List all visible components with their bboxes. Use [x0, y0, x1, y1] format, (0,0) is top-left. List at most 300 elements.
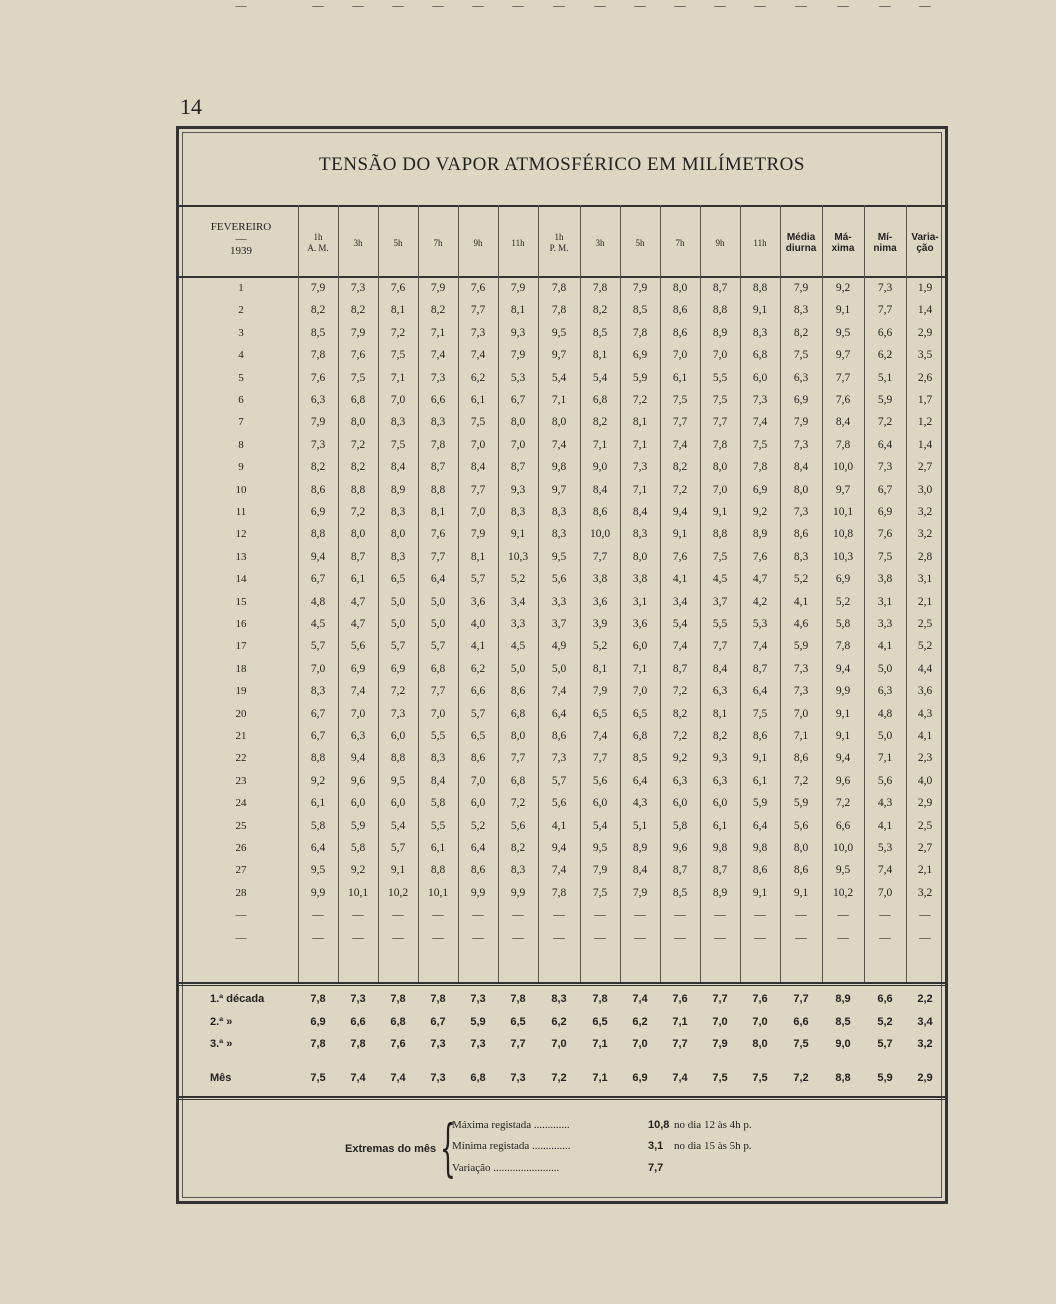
table-cell: 10,3 [832, 550, 854, 563]
table-cell: 6,1 [430, 842, 446, 854]
table-cell: — [472, 909, 484, 922]
extremes-name: Variação ........................ [452, 1162, 560, 1174]
table-cell: 6,0 [390, 730, 406, 742]
header-year: 1939 [230, 245, 252, 257]
table-cell: 5,3 [752, 618, 768, 630]
table-cell: 4,1 [877, 819, 893, 832]
table-cell: 7,9 [510, 349, 526, 362]
table-cell: 8,7 [672, 864, 688, 877]
horizontal-rule [179, 982, 945, 984]
table-cell: 9,1 [835, 707, 851, 720]
table-cell: 7,7 [672, 416, 688, 429]
summary-cell: 3,4 [917, 1016, 933, 1028]
table-cell: 3,4 [672, 595, 688, 608]
table-cell: 7,7 [510, 752, 526, 765]
horizontal-rule [179, 276, 945, 278]
table-cell: 7,5 [672, 394, 688, 406]
table-cell: 5,8 [430, 797, 446, 810]
table-cell: 9,9 [470, 886, 486, 899]
table-cell: 9,9 [835, 685, 851, 698]
table-cell: 6,0 [470, 797, 486, 810]
table-cell: 8,6 [310, 483, 326, 496]
table-cell: 7,7 [592, 752, 608, 765]
table-cell: 5,7 [390, 640, 406, 653]
table-cell: 7,1 [877, 752, 893, 765]
table-cell: 10,2 [387, 886, 409, 899]
table-cell: 7,3 [350, 282, 366, 294]
table-cell: 7,4 [551, 864, 567, 877]
table-cell: 9,4 [835, 662, 851, 675]
table-cell: — [795, 0, 807, 12]
table-cell: 5,2 [835, 595, 851, 608]
table-cell: 7,0 [470, 506, 486, 518]
table-cell: 7,2 [835, 797, 851, 810]
table-cell: 7,7 [430, 685, 446, 698]
table-cell: 8,2 [592, 304, 608, 317]
extremes-brace: { [440, 1111, 456, 1184]
table-cell: 8,2 [510, 842, 526, 854]
table-cell: 6,4 [470, 842, 486, 854]
summary-cell: 9,0 [835, 1038, 851, 1050]
table-cell: — [674, 931, 686, 944]
table-cell: 5,5 [712, 618, 728, 630]
table-cell: 7,5 [350, 371, 366, 384]
table-cell: 4,1 [917, 730, 933, 742]
table-cell: 7,9 [350, 326, 366, 339]
table-cell: 8,4 [835, 416, 851, 429]
table-cell: 10,8 [832, 528, 854, 541]
table-cell: — [472, 0, 484, 12]
table-cell: 10,0 [832, 461, 854, 474]
table-cell: 8,5 [592, 326, 608, 339]
table-cell: 4,8 [877, 707, 893, 720]
table-cell: 6,3 [350, 730, 366, 742]
table-cell: 7,0 [672, 349, 688, 362]
table-cell: 8,9 [632, 842, 648, 854]
table-cell: — [432, 909, 444, 922]
table-cell: 8,6 [510, 685, 526, 698]
table-cell: 2,8 [917, 550, 933, 563]
table-cell: 9,8 [712, 842, 728, 854]
table-cell: 9,6 [350, 774, 366, 787]
extremes-note: no dia 15 às 5h p. [674, 1140, 752, 1152]
table-cell: 7,9 [632, 282, 648, 294]
table-cell: 7,2 [390, 685, 406, 698]
column-header: 7h [433, 238, 443, 248]
table-cell: 6,3 [672, 774, 688, 787]
table-cell: 7,6 [390, 282, 406, 294]
table-cell: 5,6 [793, 819, 809, 832]
table-cell: 5,4 [551, 371, 567, 384]
table-cell: 9,7 [551, 349, 567, 362]
table-cell: 8,3 [390, 506, 406, 518]
table-cell: 5,6 [877, 774, 893, 787]
table-cell: 5,9 [877, 394, 893, 406]
table-cell: 7,3 [390, 707, 406, 720]
table-cell: 7,9 [592, 864, 608, 877]
table-cell: 5,4 [592, 371, 608, 384]
table-cell: 6,3 [877, 685, 893, 698]
table-cell: — [512, 931, 524, 944]
summary-cell: 7,6 [390, 1038, 406, 1050]
summary-cell: 5,7 [877, 1038, 893, 1050]
column-header-sub: P. M. [549, 243, 569, 253]
table-cell: 5,2 [917, 640, 933, 653]
table-cell: 8,0 [632, 550, 648, 563]
table-cell: 7,3 [793, 685, 809, 698]
table-cell: — [352, 931, 364, 944]
table-cell: 9,5 [390, 774, 406, 787]
row-day-label: 21 [235, 730, 247, 742]
summary-cell: 7,0 [752, 1016, 768, 1028]
summary-cell: 7,8 [310, 1038, 326, 1050]
table-cell: 7,0 [877, 886, 893, 899]
table-cell: 7,1 [632, 662, 648, 675]
table-cell: 6,0 [712, 797, 728, 810]
table-cell: 5,6 [551, 573, 567, 586]
summary-cell: 7,4 [672, 1072, 688, 1084]
table-cell: 7,3 [877, 282, 893, 294]
table-cell: 7,8 [835, 438, 851, 451]
table-cell: — [634, 931, 646, 944]
table-cell: 7,5 [752, 707, 768, 720]
table-cell: 8,9 [752, 528, 768, 541]
table-cell: 9,9 [510, 886, 526, 899]
table-cell: 7,7 [592, 550, 608, 563]
table-cell: 7,2 [672, 685, 688, 698]
table-cell: 6,5 [632, 707, 648, 720]
table-cell: 8,3 [390, 550, 406, 563]
table-cell: 9,0 [592, 461, 608, 474]
table-cell: — [312, 0, 324, 12]
table-cell: 7,3 [793, 662, 809, 675]
table-cell: 6,0 [752, 371, 768, 384]
table-cell: 6,5 [390, 573, 406, 586]
table-cell: 5,6 [350, 640, 366, 653]
table-cell: 3,1 [877, 595, 893, 608]
column-header-sub: nima [873, 243, 897, 254]
table-cell: 7,4 [672, 640, 688, 653]
row-day-label: 20 [235, 707, 247, 720]
table-cell: — [795, 931, 807, 944]
table-cell: — [432, 931, 444, 944]
row-day-label: — [235, 0, 247, 12]
table-cell: 6,7 [510, 394, 526, 406]
summary-cell: 7,9 [712, 1038, 728, 1050]
table-cell: 7,5 [470, 416, 486, 429]
table-cell: 9,8 [551, 461, 567, 474]
table-cell: 3,1 [632, 595, 648, 608]
summary-cell: 7,4 [390, 1072, 406, 1084]
table-cell: 7,6 [672, 550, 688, 563]
table-cell: 6,5 [592, 707, 608, 720]
table-cell: 7,1 [390, 371, 406, 384]
table-cell: 4,7 [350, 595, 366, 608]
column-header-sub: ção [916, 243, 934, 254]
column-header-sub: A. M. [307, 243, 329, 253]
table-cell: 6,8 [350, 394, 366, 406]
table-cell: 4,0 [917, 774, 933, 787]
table-cell: 7,4 [350, 685, 366, 698]
table-cell: 4,5 [310, 618, 326, 630]
summary-cell: 7,8 [510, 993, 526, 1005]
table-cell: 2,9 [917, 326, 933, 339]
table-cell: 3,3 [510, 618, 526, 630]
row-day-label: 15 [235, 595, 247, 608]
table-cell: 8,1 [592, 662, 608, 675]
summary-cell: 8,3 [551, 993, 567, 1005]
summary-cell: 6,8 [470, 1072, 486, 1084]
table-cell: 6,9 [793, 394, 809, 406]
row-day-label: 3 [238, 326, 244, 339]
table-cell: 5,9 [793, 640, 809, 653]
column-header-sub: diurna [785, 243, 817, 254]
row-day-label: 11 [235, 506, 247, 518]
table-cell: 8,4 [793, 461, 809, 474]
table-cell: 8,6 [793, 864, 809, 877]
table-cell: 1,4 [917, 438, 933, 451]
table-cell: 3,8 [592, 573, 608, 586]
table-cell: 9,2 [672, 752, 688, 765]
table-cell: 8,2 [592, 416, 608, 429]
table-cell: 4,1 [470, 640, 486, 653]
table-cell: 7,3 [551, 752, 567, 765]
table-cell: 4,7 [752, 573, 768, 586]
table-cell: 8,8 [430, 483, 446, 496]
table-cell: 5,2 [510, 573, 526, 586]
table-cell: 5,7 [430, 640, 446, 653]
table-cell: — [837, 0, 849, 12]
table-cell: 5,8 [672, 819, 688, 832]
table-cell: 7,5 [712, 550, 728, 563]
summary-cell: 7,3 [430, 1038, 446, 1050]
table-cell: 9,2 [752, 506, 768, 518]
table-cell: 9,1 [712, 506, 728, 518]
table-cell: 7,2 [793, 774, 809, 787]
table-cell: 8,7 [350, 550, 366, 563]
row-day-label: 28 [235, 886, 247, 899]
summary-cell: 7,1 [592, 1038, 608, 1050]
table-cell: 7,9 [430, 282, 446, 294]
summary-cell: 8,8 [835, 1072, 851, 1084]
table-cell: 5,8 [835, 618, 851, 630]
table-cell: 9,1 [752, 886, 768, 899]
table-cell: 7,4 [470, 349, 486, 362]
row-day-label: 4 [238, 349, 244, 362]
table-cell: 9,5 [835, 326, 851, 339]
column-header: 3h [595, 238, 605, 248]
table-cell: 8,5 [310, 326, 326, 339]
table-cell: 8,3 [510, 506, 526, 518]
column-header: 11h [753, 238, 767, 248]
table-cell: 6,6 [877, 326, 893, 339]
column-header: 5h [635, 238, 645, 248]
table-cell: 8,9 [712, 886, 728, 899]
table-cell: 7,3 [632, 461, 648, 474]
table-cell: 4,3 [877, 797, 893, 810]
table-cell: 9,3 [712, 752, 728, 765]
table-cell: 2,5 [917, 618, 933, 630]
table-cell: 8,3 [793, 304, 809, 317]
table-cell: 7,0 [470, 774, 486, 787]
table-cell: 4,3 [632, 797, 648, 810]
table-cell: 8,5 [672, 886, 688, 899]
table-cell: 2,1 [917, 864, 933, 877]
table-cell: 8,2 [712, 730, 728, 742]
table-cell: 7,9 [632, 886, 648, 899]
summary-cell: 6,9 [632, 1072, 648, 1084]
table-cell: 4,1 [551, 819, 567, 832]
table-cell: — [837, 909, 849, 922]
column-header: 5h [393, 238, 403, 248]
table-cell: 1,2 [917, 416, 933, 429]
table-cell: 2,5 [917, 819, 933, 832]
table-cell: 6,4 [430, 573, 446, 586]
table-cell: 8,6 [592, 506, 608, 518]
summary-row-label: Mês [210, 1072, 232, 1084]
summary-cell: 7,5 [310, 1072, 326, 1084]
table-cell: — [594, 931, 606, 944]
table-cell: 4,5 [712, 573, 728, 586]
table-cell: 8,0 [793, 842, 809, 854]
table-cell: 6,9 [310, 506, 326, 518]
table-cell: 7,6 [310, 371, 326, 384]
table-cell: 3,5 [917, 349, 933, 362]
table-cell: 7,0 [712, 483, 728, 496]
table-cell: 6,9 [632, 349, 648, 362]
table-cell: — [837, 931, 849, 944]
table-cell: 9,6 [672, 842, 688, 854]
extremes-name: Mínima registada .............. [452, 1140, 571, 1152]
table-cell: 10,1 [347, 886, 369, 899]
table-cell: 8,3 [310, 685, 326, 698]
table-cell: — [919, 931, 931, 944]
table-cell: 8,3 [632, 528, 648, 541]
table-cell: 7,4 [551, 685, 567, 698]
table-cell: 8,2 [310, 461, 326, 474]
table-cell: — [312, 931, 324, 944]
table-cell: 5,3 [877, 842, 893, 854]
table-cell: 9,5 [835, 864, 851, 877]
extremes-note: no dia 12 às 4h p. [674, 1119, 752, 1131]
table-cell: 7,0 [632, 685, 648, 698]
summary-cell: 7,5 [793, 1038, 809, 1050]
table-cell: 5,7 [551, 774, 567, 787]
table-cell: 9,2 [310, 774, 326, 787]
table-cell: — [754, 909, 766, 922]
table-cell: 8,7 [672, 662, 688, 675]
table-cell: 7,9 [793, 282, 809, 294]
table-cell: 6,0 [350, 797, 366, 810]
table-cell: 6,7 [310, 730, 326, 742]
table-cell: 3,6 [592, 595, 608, 608]
extremes-value: 7,7 [648, 1162, 664, 1174]
table-cell: 10,2 [832, 886, 854, 899]
table-cell: 7,3 [310, 438, 326, 451]
extremes-label: Extremas do mês [345, 1143, 437, 1155]
table-cell: — [352, 0, 364, 12]
summary-cell: 3,2 [917, 1038, 933, 1050]
table-cell: 8,0 [712, 461, 728, 474]
table-cell: 3,8 [877, 573, 893, 586]
row-day-label: 13 [235, 550, 247, 563]
summary-cell: 6,8 [390, 1016, 406, 1028]
table-cell: — [634, 0, 646, 12]
table-cell: 8,4 [632, 506, 648, 518]
row-day-label: 19 [235, 685, 247, 698]
table-cell: 3,3 [877, 618, 893, 630]
table-cell: 7,7 [430, 550, 446, 563]
table-cell: 7,2 [510, 797, 526, 810]
table-cell: 9,1 [752, 752, 768, 765]
table-cell: 5,2 [793, 573, 809, 586]
table-cell: 10,1 [832, 506, 854, 518]
table-cell: 9,5 [551, 550, 567, 563]
table-cell: 3,0 [917, 483, 933, 496]
table-cell: 8,7 [712, 864, 728, 877]
summary-cell: 7,8 [310, 993, 326, 1005]
table-cell: 7,7 [835, 371, 851, 384]
table-cell: — [674, 0, 686, 12]
table-cell: 2,3 [917, 752, 933, 765]
row-day-label: 6 [238, 394, 244, 406]
table-cell: 6,6 [430, 394, 446, 406]
table-cell: 8,6 [470, 752, 486, 765]
table-cell: 8,3 [793, 550, 809, 563]
row-day-label: 18 [235, 662, 247, 675]
table-cell: 9,2 [835, 282, 851, 294]
summary-cell: 5,9 [877, 1072, 893, 1084]
summary-cell: 7,4 [350, 1072, 366, 1084]
table-cell: 8,8 [350, 483, 366, 496]
table-cell: — [754, 0, 766, 12]
table-cell: 7,3 [877, 461, 893, 474]
table-cell: 8,7 [510, 461, 526, 474]
table-cell: 8,9 [390, 483, 406, 496]
extremes-name: Máxima registada ............. [452, 1119, 570, 1131]
table-cell: 10,0 [589, 528, 611, 541]
table-cell: 2,7 [917, 461, 933, 474]
table-cell: 8,3 [430, 752, 446, 765]
table-cell: 9,2 [350, 864, 366, 877]
table-cell: 4,5 [510, 640, 526, 653]
summary-row-label: 2.ª » [210, 1016, 233, 1028]
header-dash: — [235, 233, 247, 245]
table-cell: 8,2 [350, 461, 366, 474]
table-cell: 6,8 [510, 774, 526, 787]
summary-cell: 7,0 [551, 1038, 567, 1050]
summary-cell: 2,9 [917, 1072, 933, 1084]
table-cell: 6,1 [752, 774, 768, 787]
table-cell: 7,3 [470, 326, 486, 339]
table-cell: 4,1 [793, 595, 809, 608]
table-cell: — [432, 0, 444, 12]
table-cell: 7,2 [632, 394, 648, 406]
row-day-label: 9 [238, 461, 244, 474]
table-cell: 8,9 [712, 326, 728, 339]
table-cell: 6,4 [632, 774, 648, 787]
summary-cell: 7,1 [592, 1072, 608, 1084]
summary-cell: 6,6 [793, 1016, 809, 1028]
table-cell: 9,1 [835, 730, 851, 742]
table-cell: 6,1 [350, 573, 366, 586]
column-header: 9h [715, 238, 725, 248]
table-cell: 8,2 [672, 461, 688, 474]
table-cell: 9,4 [551, 842, 567, 854]
table-cell: 5,8 [350, 842, 366, 854]
table-cell: 8,1 [470, 550, 486, 563]
table-cell: 7,0 [350, 707, 366, 720]
